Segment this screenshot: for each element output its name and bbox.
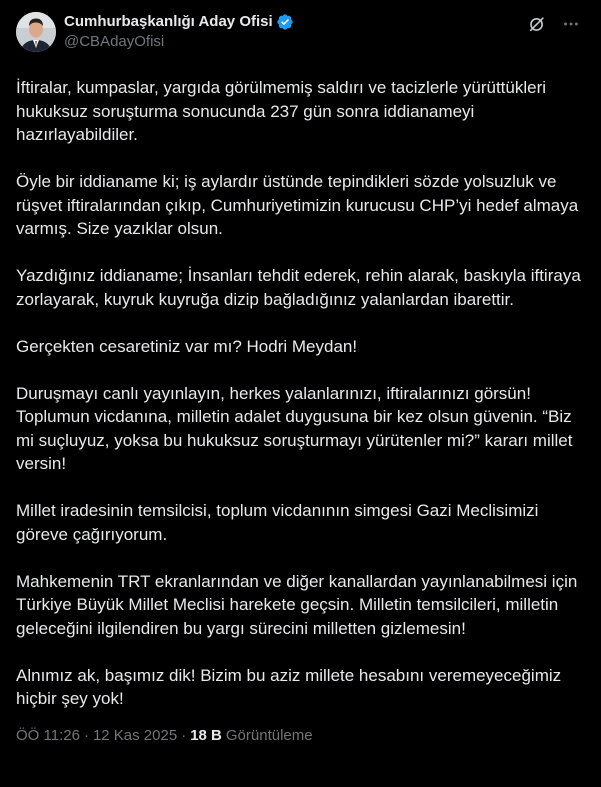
verified-badge-icon[interactable] (276, 13, 294, 31)
more-icon[interactable] (561, 14, 581, 34)
meta-separator: · (83, 726, 89, 744)
tweet-paragraph: Duruşmayı canlı yayınlayın, herkes yalanlarınızı, iftiralarınızı görsün! Toplumun vicdanına, milletin adalet duygusuna bir kez olsun güvenin. “Biz mi suçluyuz, yoksa bu hukuksuz soruşturmayı yürütenler mi?” kararı millet versin! (16, 383, 573, 473)
tweet-paragraph: Alnımız ak, başımız dik! Bizim bu aziz millete hesabını veremeyeceğimiz hiçbir şey yok! (16, 665, 562, 708)
author-handle[interactable]: @CBAdayOfisi (64, 33, 165, 50)
tweet-paragraph: Öyle bir iddianame ki; iş aylardır üstünde tepindikleri sözde yolsuzluk ve rüşvet iftiralarından çıkıp, Cumhuriyetimizin kurucusu CHP’yi hedef almaya varmış. Size yazıklar olsun. (16, 172, 579, 238)
tweet-paragraph: Mahkemenin TRT ekranlarından ve diğer kanallardan yayınlanabilmesi için Türkiye Büyük Millet Meclisi harekete geçsin. Milletin temsilcileri, milletin geleceğini ilgilendiren bu yargı sürecini milletten gizlemesin! (16, 571, 578, 638)
tweet-paragraph: İftiralar, kumpaslar, yargıda görülmemiş saldırı ve tacizlerle yürüttükleri hukuksuz soruşturma sonucunda 237 gün sonra iddianameyi hazırlayabildiler. (16, 78, 547, 144)
tweet-paragraph: Yazdığınız iddianame; İnsanları tehdit ederek, rehin alarak, baskıyla iftiraya zorlayarak, kuyruk kuyruğa dizip bağladığınız yalanlardan ibarettir. (16, 266, 581, 309)
meta-separator: · (181, 726, 187, 744)
tweet-text (16, 76, 584, 711)
tweet-time[interactable]: ÖÖ 11:26 (16, 726, 80, 744)
tweet-paragraph: Gerçekten cesaretiniz var mı? Hodri Meydan! (16, 336, 358, 356)
grok-icon[interactable] (527, 14, 547, 34)
header-actions (527, 10, 581, 34)
avatar-image (16, 12, 56, 52)
avatar[interactable] (16, 12, 56, 52)
views-count[interactable]: 18 B (190, 726, 222, 744)
author-identity (64, 10, 294, 52)
author-name-row (64, 12, 294, 32)
tweet-header (16, 10, 585, 60)
author-display-name[interactable]: Cumhurbaşkanlığı Aday Ofisi (64, 13, 273, 30)
tweet-meta (16, 726, 585, 746)
tweet-date[interactable]: 12 Kas 2025 (92, 726, 178, 744)
tweet-paragraph: Millet iradesinin temsilcisi, toplum vicdanının simgesi Gazi Meclisimizi göreve çağırıyorum. (16, 501, 539, 544)
views-label: Görüntüleme (225, 726, 313, 744)
